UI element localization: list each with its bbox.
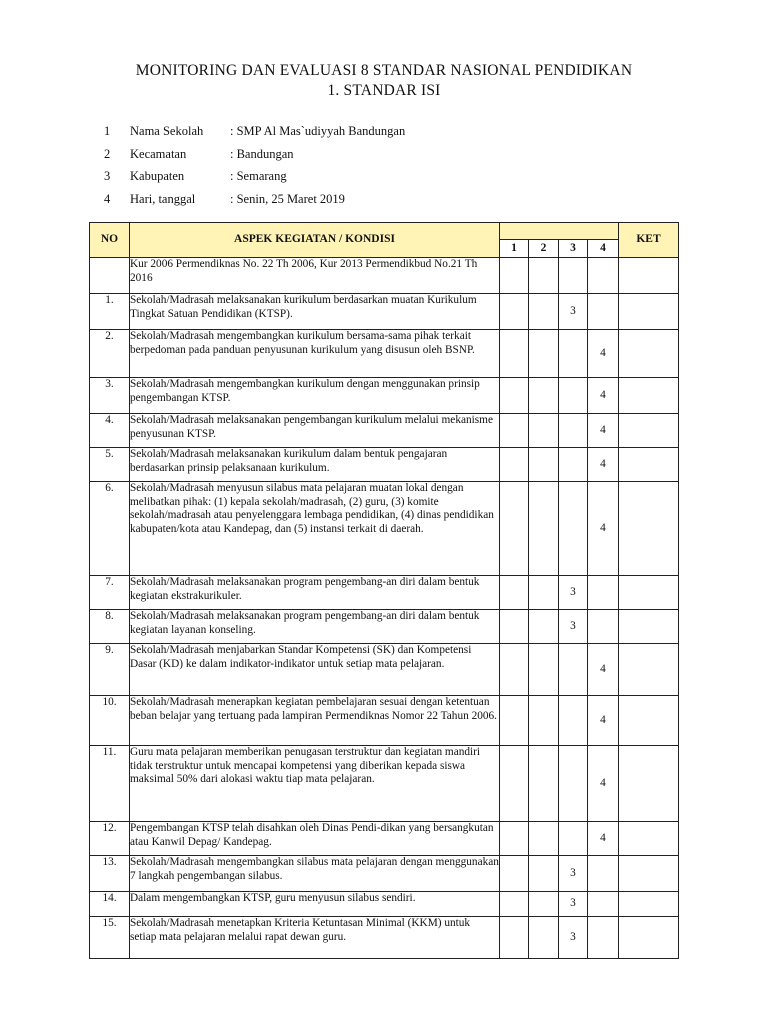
- score-cell-1: [500, 330, 529, 378]
- score-cell-4: 4: [588, 414, 619, 448]
- header-no: NO: [90, 223, 130, 258]
- score-cell-4: 4: [588, 696, 619, 746]
- score-cell-3: [559, 448, 588, 482]
- score-cell-4: [588, 856, 619, 892]
- score-cell-1: [500, 917, 529, 959]
- ket-cell: [619, 610, 679, 644]
- ket-cell: [619, 644, 679, 696]
- row-number: 2.: [90, 330, 130, 378]
- row-number: 6.: [90, 482, 130, 576]
- score-cell-3: [559, 746, 588, 822]
- ket-cell: [619, 414, 679, 448]
- ket-cell: [619, 482, 679, 576]
- row-aspect-text: Sekolah/Madrasah melaksanakan kurikulum berdasarkan muatan Kurikulum Tingkat Satuan Pendidikan (KTSP).: [130, 294, 500, 330]
- row-aspect-text: Sekolah/Madrasah melaksanakan pengembangan kurikulum melalui mekanisme penyusunan KTSP.: [130, 414, 500, 448]
- score-cell-1: [500, 610, 529, 644]
- row-aspect-text: Sekolah/Madrasah melaksanakan program pengembang-an diri dalam bentuk kegiatan ekstrakurikuler.: [130, 576, 500, 610]
- table-row: [90, 892, 679, 917]
- row-aspect-text: Sekolah/Madrasah menerapkan kegiatan pembelajaran sesuai dengan ketentuan beban belajar yang tertuang pada lampiran Permendiknas Nomor 22 Tahun 2006.: [130, 696, 500, 746]
- header-score-2: 2: [529, 240, 559, 258]
- info-label: Kecamatan: [130, 146, 187, 161]
- score-cell-2: [529, 378, 559, 414]
- score-cell-4: [588, 576, 619, 610]
- table-row: [90, 822, 679, 856]
- score-cell-3: 3: [559, 856, 588, 892]
- score-cell-1: [500, 746, 529, 822]
- info-number: 3: [104, 169, 111, 183]
- row-aspect-text: Sekolah/Madrasah mengembangkan silabus mata pelajaran dengan menggunakan 7 langkah pengembangan silabus.: [130, 856, 500, 892]
- ket-cell: [619, 822, 679, 856]
- table-row: [90, 330, 679, 378]
- ket-cell: [619, 330, 679, 378]
- info-number: 4: [104, 191, 111, 206]
- intro-row: [90, 258, 679, 294]
- ket-cell: [619, 294, 679, 330]
- score-cell-4: [588, 917, 619, 959]
- info-value: : Bandungan: [230, 146, 294, 161]
- ket-cell: [619, 917, 679, 959]
- row-aspect-text: Sekolah/Madrasah melaksanakan kurikulum dalam bentuk pengajaran berdasarkan prinsip pelaksanaan kurikulum.: [130, 448, 500, 482]
- score-cell-3: [559, 414, 588, 448]
- row-number: 11.: [90, 746, 130, 822]
- score-cell-2: [529, 414, 559, 448]
- info-value: : Semarang: [230, 169, 287, 183]
- score-cell-4: [588, 610, 619, 644]
- table-row: [90, 378, 679, 414]
- row-aspect-text: Dalam mengembangkan KTSP, guru menyusun silabus sendiri.: [130, 892, 500, 917]
- evaluation-table: [89, 222, 679, 959]
- header-score-3: 3: [559, 240, 588, 258]
- row-aspect-text: Sekolah/Madrasah menyusun silabus mata pelajaran muatan lokal dengan melibatkan pihak: (1) kepala sekolah/madrasah, (2) guru, (3) komite sekolah/madrasah atau penyelenggara lembaga pendidikan, (4) dinas pendidikan kabupaten/kota atau Kandepag, dan (5) instansi terkait di daerah.: [130, 482, 500, 576]
- score-cell-3: [559, 378, 588, 414]
- row-number: 15.: [90, 917, 130, 959]
- row-aspect-text: Guru mata pelajaran memberikan penugasan terstruktur dan kegiatan mandiri tidak terstruktur untuk mencapai kompetensi yang diberikan kepada siswa maksimal 50% dari alokasi waktu tiap mata pelajaran.: [130, 746, 500, 822]
- score-cell-3: [559, 644, 588, 696]
- score-cell-3: [559, 822, 588, 856]
- score-cell-1: [500, 696, 529, 746]
- table-row: [90, 482, 679, 576]
- score-cell-4: [588, 892, 619, 917]
- table-row: [90, 696, 679, 746]
- row-number: 9.: [90, 644, 130, 696]
- score-cell-3: 3: [559, 917, 588, 959]
- header-ket: KET: [619, 223, 679, 258]
- score-cell-2: [529, 856, 559, 892]
- score-cell-3: 3: [559, 294, 588, 330]
- row-aspect-text: Sekolah/Madrasah menjabarkan Standar Kompetensi (SK) dan Kompetensi Dasar (KD) ke dalam indikator-indikator untuk setiap mata pelajaran.: [130, 644, 500, 696]
- row-aspect-text: Sekolah/Madrasah melaksanakan program pengembang-an diri dalam bentuk kegiatan layanan konseling.: [130, 610, 500, 644]
- score-cell-3: 3: [559, 610, 588, 644]
- score-cell-2: [529, 576, 559, 610]
- row-number: 13.: [90, 856, 130, 892]
- score-cell-4: 4: [588, 330, 619, 378]
- header-score-1: 1: [500, 240, 529, 258]
- table-row: [90, 414, 679, 448]
- score-cell-4: 4: [588, 644, 619, 696]
- header-score-4: 4: [588, 240, 619, 258]
- info-number: 1: [104, 124, 111, 138]
- score-cell-1: [500, 482, 529, 576]
- score-cell-3: [559, 330, 588, 378]
- score-cell-4: 4: [588, 448, 619, 482]
- score-cell-2: [529, 746, 559, 822]
- score-cell-1: [500, 294, 529, 330]
- score-cell-2: [529, 917, 559, 959]
- info-label: Nama Sekolah: [130, 124, 204, 138]
- score-cell-2: [529, 330, 559, 378]
- ket-cell: [619, 576, 679, 610]
- score-cell-1: [500, 644, 529, 696]
- header-aspek: ASPEK KEGIATAN / KONDISI: [130, 223, 500, 258]
- row-number: 14.: [90, 892, 130, 917]
- ket-cell: [619, 696, 679, 746]
- row-number: 7.: [90, 576, 130, 610]
- table-row: [90, 746, 679, 822]
- score-cell-2: [529, 482, 559, 576]
- info-number: 2: [104, 146, 111, 161]
- row-number: 12.: [90, 822, 130, 856]
- header-score-group: [500, 223, 619, 240]
- row-number: 8.: [90, 610, 130, 644]
- info-value: : SMP Al Mas`udiyyah Bandungan: [230, 124, 406, 138]
- row-number: 5.: [90, 448, 130, 482]
- ket-cell: [619, 448, 679, 482]
- score-cell-3: [559, 696, 588, 746]
- score-cell-2: [529, 822, 559, 856]
- score-cell-3: 3: [559, 892, 588, 917]
- row-aspect-text: Sekolah/Madrasah mengembangkan kurikulum dengan menggunakan prinsip pengembangan KTSP.: [130, 378, 500, 414]
- score-cell-4: 4: [588, 746, 619, 822]
- table-row: [90, 644, 679, 696]
- info-label: Hari, tanggal: [130, 191, 196, 206]
- score-cell-1: [500, 414, 529, 448]
- row-aspect-text: Sekolah/Madrasah mengembangkan kurikulum bersama-sama pihak terkait berpedoman pada panduan penyusunan kurikulum yang disusun oleh BSNP.: [130, 330, 500, 378]
- score-cell-2: [529, 892, 559, 917]
- ket-cell: [619, 892, 679, 917]
- row-number: 1.: [90, 294, 130, 330]
- table-row: [90, 610, 679, 644]
- table-row: [90, 448, 679, 482]
- score-cell-4: 4: [588, 822, 619, 856]
- score-cell-4: 4: [588, 482, 619, 576]
- table-row: [90, 294, 679, 330]
- score-cell-1: [500, 576, 529, 610]
- score-cell-2: [529, 448, 559, 482]
- score-cell-2: [529, 294, 559, 330]
- score-cell-4: [588, 294, 619, 330]
- score-cell-1: [500, 448, 529, 482]
- info-label: Kabupaten: [130, 169, 185, 183]
- info-value: : Senin, 25 Maret 2019: [230, 191, 345, 206]
- score-cell-3: [559, 482, 588, 576]
- score-cell-4: 4: [588, 378, 619, 414]
- document-subtitle: 1. STANDAR ISI: [327, 82, 441, 99]
- score-cell-3: 3: [559, 576, 588, 610]
- table-row: [90, 917, 679, 959]
- ket-cell: [619, 746, 679, 822]
- score-cell-1: [500, 892, 529, 917]
- table-row: [90, 856, 679, 892]
- score-cell-2: [529, 610, 559, 644]
- score-cell-1: [500, 378, 529, 414]
- score-cell-1: [500, 822, 529, 856]
- row-aspect-text: Sekolah/Madrasah menetapkan Kriteria Ketuntasan Minimal (KKM) untuk setiap mata pelajaran melalui rapat dewan guru.: [130, 917, 500, 959]
- ket-cell: [619, 856, 679, 892]
- score-cell-2: [529, 696, 559, 746]
- row-number: 3.: [90, 378, 130, 414]
- table-row: [90, 576, 679, 610]
- row-number: 10.: [90, 696, 130, 746]
- ket-cell: [619, 378, 679, 414]
- row-number: 4.: [90, 414, 130, 448]
- score-cell-2: [529, 644, 559, 696]
- intro-text: Kur 2006 Permendiknas No. 22 Th 2006, Kur 2013 Permendikbud No.21 Th 2016: [130, 258, 500, 294]
- row-aspect-text: Pengembangan KTSP telah disahkan oleh Dinas Pendi-dikan yang bersangkutan atau Kanwil Depag/ Kandepag.: [130, 822, 500, 856]
- score-cell-1: [500, 856, 529, 892]
- document-title: MONITORING DAN EVALUASI 8 STANDAR NASIONAL PENDIDIKAN: [135, 62, 633, 79]
